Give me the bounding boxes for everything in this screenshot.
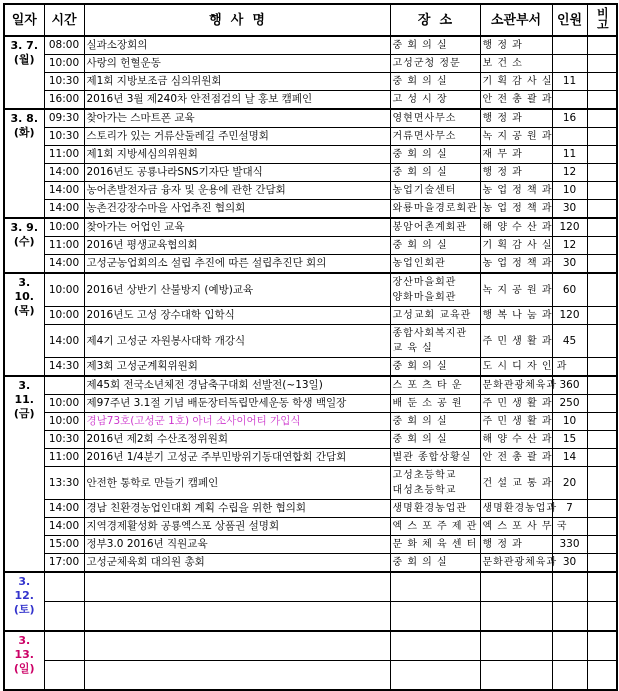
people-cell — [552, 572, 587, 602]
note-cell — [587, 55, 617, 73]
weekday-label: (목) — [13, 304, 35, 317]
note-cell — [587, 146, 617, 164]
event-cell: 2016년 1/4분기 고성군 주부민방위기동대연합회 간담회 — [84, 449, 390, 467]
table-row — [4, 307, 617, 325]
event-cell — [84, 631, 390, 661]
event-cell: 2016년 평생교육협의회 — [84, 237, 390, 255]
table-row — [4, 536, 617, 554]
time-cell: 08:00 — [44, 36, 84, 55]
dept-cell: 해 양 수 산 과 — [480, 431, 552, 449]
event-cell: 고성군체육회 대의원 총회 — [84, 554, 390, 573]
people-cell: 11 — [552, 146, 587, 164]
header-place: 장 소 — [390, 4, 480, 36]
place-cell — [390, 661, 480, 691]
note-cell — [587, 218, 617, 237]
note-cell — [587, 572, 617, 602]
time-cell: 14:00 — [44, 518, 84, 536]
event-cell: 고성군농업회의소 설립 추진에 따른 설립추진단 회의 — [84, 255, 390, 274]
note-cell — [587, 449, 617, 467]
time-cell: 10:00 — [44, 413, 84, 431]
people-cell: 10 — [552, 182, 587, 200]
time-cell — [44, 631, 84, 661]
note-cell — [587, 91, 617, 110]
event-cell: 찾아가는 스마트폰 교육 — [84, 109, 390, 128]
table-row — [4, 376, 617, 395]
table-row — [4, 55, 617, 73]
date-cell — [4, 218, 44, 273]
place-cell: 엑 스 포 주 제 관 — [390, 518, 480, 536]
dept-cell: 주 민 생 활 과 — [480, 395, 552, 413]
place-cell: 중 회 의 실 — [390, 237, 480, 255]
header-people: 인원 — [552, 4, 587, 36]
header-event: 행 사 명 — [84, 4, 390, 36]
weekday-label: (수) — [13, 235, 35, 248]
weekday-label: (금) — [13, 407, 35, 420]
place-cell — [390, 325, 480, 358]
dept-cell: 기 획 감 사 실 — [480, 73, 552, 91]
place-cell: 봉암어촌계회관 — [390, 218, 480, 237]
note-cell — [587, 128, 617, 146]
time-cell: 17:00 — [44, 554, 84, 573]
time-cell: 11:00 — [44, 146, 84, 164]
dept-cell: 해 양 수 산 과 — [480, 218, 552, 237]
time-cell: 14:00 — [44, 164, 84, 182]
event-cell: 제97주년 3.1절 기념 배둔장터독립만세운동 학생 백일장 — [84, 395, 390, 413]
people-cell — [552, 661, 587, 691]
event-cell — [84, 661, 390, 691]
dept-cell: 문화관광체육과 — [480, 554, 552, 573]
note-cell — [587, 73, 617, 91]
time-cell: 14:00 — [44, 325, 84, 358]
table-row — [4, 73, 617, 91]
place-cell: 별관 종합상황실 — [390, 449, 480, 467]
table-row — [4, 554, 617, 573]
event-cell: 2016년도 고성 장수대학 입학식 — [84, 307, 390, 325]
note-cell — [587, 518, 617, 536]
date-label: 3. 9. — [10, 221, 38, 234]
dept-cell: 행 정 과 — [480, 36, 552, 55]
dept-cell: 재 무 과 — [480, 146, 552, 164]
place-cell — [390, 467, 480, 500]
people-cell — [552, 128, 587, 146]
date-cell — [4, 109, 44, 218]
note-cell — [587, 36, 617, 55]
event-cell: 제1회 지방세심의위원회 — [84, 146, 390, 164]
people-cell: 250 — [552, 395, 587, 413]
place-cell: 거류면사무소 — [390, 128, 480, 146]
event-cell: 제1회 지방보조금 심의위원회 — [84, 73, 390, 91]
place-cell: 중 회 의 실 — [390, 431, 480, 449]
event-cell: 정부3.0 2016년 직원교육 — [84, 536, 390, 554]
note-cell — [587, 631, 617, 661]
dept-cell — [480, 661, 552, 691]
table-row — [4, 218, 617, 237]
people-cell: 360 — [552, 376, 587, 395]
date-label: 3. 8. — [10, 112, 38, 125]
note-cell — [587, 325, 617, 358]
weekday-label: (월) — [13, 53, 35, 66]
date-cell — [4, 273, 44, 376]
place-cell: 생명환경농업관 — [390, 500, 480, 518]
dept-cell: 안 전 총 괄 과 — [480, 91, 552, 110]
place-cell — [390, 273, 480, 307]
place-line-2: 양화마을회관 — [392, 292, 457, 303]
table-row — [4, 255, 617, 274]
event-cell — [84, 602, 390, 632]
time-cell: 13:30 — [44, 467, 84, 500]
people-cell — [552, 602, 587, 632]
time-cell: 10:30 — [44, 73, 84, 91]
note-cell — [587, 500, 617, 518]
event-cell: 안전한 통학로 만들기 캠페인 — [84, 467, 390, 500]
dept-cell: 행 정 과 — [480, 109, 552, 128]
place-cell: 고 성 시 장 — [390, 91, 480, 110]
place-cell — [390, 602, 480, 632]
place-cell: 중 회 의 실 — [390, 358, 480, 377]
dept-cell: 기 획 감 사 실 — [480, 237, 552, 255]
note-cell — [587, 273, 617, 307]
people-cell: 10 — [552, 413, 587, 431]
dept-cell — [480, 631, 552, 661]
table-row — [4, 467, 617, 500]
people-cell: 30 — [552, 200, 587, 219]
place-cell: 문 화 체 육 센 터 — [390, 536, 480, 554]
schedule-table — [3, 3, 618, 691]
dept-cell: 농 업 정 책 과 — [480, 200, 552, 219]
dept-cell — [480, 572, 552, 602]
table-row — [4, 518, 617, 536]
time-cell: 10:00 — [44, 307, 84, 325]
people-cell: 14 — [552, 449, 587, 467]
people-cell — [552, 91, 587, 110]
people-cell: 30 — [552, 255, 587, 274]
table-row — [4, 200, 617, 219]
time-cell: 10:00 — [44, 218, 84, 237]
table-row — [4, 91, 617, 110]
place-cell: 농업기술센터 — [390, 182, 480, 200]
place-cell: 고성교회 교육관 — [390, 307, 480, 325]
event-cell: 제3회 고성군계획위원회 — [84, 358, 390, 377]
place-cell: 중 회 의 실 — [390, 36, 480, 55]
date-label: 3. 11. — [14, 379, 34, 406]
table-row — [4, 325, 617, 358]
date-cell — [4, 631, 44, 690]
event-cell: 실과소장회의 — [84, 36, 390, 55]
table-row — [4, 395, 617, 413]
date-label: 3. 10. — [14, 276, 34, 303]
weekday-label: (토) — [13, 603, 35, 616]
table-row — [4, 358, 617, 377]
people-cell: 16 — [552, 109, 587, 128]
note-cell — [587, 164, 617, 182]
dept-cell: 행 정 과 — [480, 536, 552, 554]
note-cell — [587, 661, 617, 691]
dept-cell: 문화관광체육과 — [480, 376, 552, 395]
table-row — [4, 273, 617, 307]
dept-cell: 농 업 정 책 과 — [480, 182, 552, 200]
place-cell: 중 회 의 실 — [390, 146, 480, 164]
note-cell — [587, 237, 617, 255]
event-cell: 2016년 상반기 산불방지 (예방)교육 — [84, 273, 390, 307]
time-cell: 10:00 — [44, 55, 84, 73]
event-cell: 제45회 전국소년체전 경남축구대회 선발전(~13일) — [84, 376, 390, 395]
table-row — [4, 36, 617, 55]
place-line-1: 고성초등학교 — [392, 470, 457, 481]
date-cell — [4, 376, 44, 572]
place-cell: 중 회 의 실 — [390, 554, 480, 573]
dept-cell: 농 업 정 책 과 — [480, 255, 552, 274]
place-line-2: 교 육 실 — [392, 343, 433, 354]
people-cell: 15 — [552, 431, 587, 449]
people-cell — [552, 631, 587, 661]
time-cell: 14:00 — [44, 500, 84, 518]
people-cell: 120 — [552, 218, 587, 237]
time-cell: 15:00 — [44, 536, 84, 554]
people-cell — [552, 36, 587, 55]
time-cell — [44, 376, 84, 395]
date-cell — [4, 36, 44, 109]
weekday-label: (화) — [13, 126, 35, 139]
empty-row — [4, 602, 617, 632]
schedule-sheet — [3, 3, 616, 675]
note-cell — [587, 554, 617, 573]
time-cell: 14:00 — [44, 255, 84, 274]
dept-cell: 안 전 총 괄 과 — [480, 449, 552, 467]
table-row — [4, 146, 617, 164]
place-cell: 와룡마을경로회관 — [390, 200, 480, 219]
time-cell: 10:30 — [44, 431, 84, 449]
event-cell: 농촌건강장수마을 사업추진 협의회 — [84, 200, 390, 219]
note-cell — [587, 255, 617, 274]
weekday-label: (일) — [13, 662, 35, 675]
dept-cell: 도 시 디 자 인 과 — [480, 358, 552, 377]
event-cell: 지역경제활성화 공룡엑스포 상품권 설명회 — [84, 518, 390, 536]
place-cell: 고성군청 정문 — [390, 55, 480, 73]
people-cell: 30 — [552, 554, 587, 573]
dept-cell: 건 설 교 통 과 — [480, 467, 552, 500]
table-row — [4, 182, 617, 200]
note-cell — [587, 358, 617, 377]
people-cell — [552, 55, 587, 73]
table-row — [4, 164, 617, 182]
place-line-2: 대성초등학교 — [392, 485, 457, 496]
time-cell: 09:30 — [44, 109, 84, 128]
empty-row — [4, 572, 617, 602]
event-cell: 제4기 고성군 자원봉사대학 개강식 — [84, 325, 390, 358]
dept-cell: 녹 지 공 원 과 — [480, 128, 552, 146]
event-cell: 2016년 제2회 수산조정위원회 — [84, 431, 390, 449]
table-row — [4, 128, 617, 146]
date-label: 3. 12. — [14, 575, 34, 602]
place-cell: 중 회 의 실 — [390, 73, 480, 91]
header-time: 시간 — [44, 4, 84, 36]
note-cell — [587, 536, 617, 554]
date-label: 3. 13. — [14, 634, 34, 661]
header-date: 일자 — [4, 4, 44, 36]
dept-cell: 주 민 생 활 과 — [480, 413, 552, 431]
people-cell: 20 — [552, 467, 587, 500]
header-note: 비고 — [587, 4, 617, 36]
time-cell: 10:00 — [44, 395, 84, 413]
header-dept: 소관부서 — [480, 4, 552, 36]
note-cell — [587, 395, 617, 413]
note-cell — [587, 376, 617, 395]
event-cell: 사랑의 헌혈운동 — [84, 55, 390, 73]
time-cell — [44, 661, 84, 691]
time-cell: 14:00 — [44, 200, 84, 219]
dept-cell: 보 건 소 — [480, 55, 552, 73]
event-cell: 2016년 3월 제240차 안전점검의 날 홍보 캠페인 — [84, 91, 390, 110]
event-cell: 2016년도 공룡나라SNS기자단 발대식 — [84, 164, 390, 182]
event-cell: 경남73호(고성군 1호) 아너 소사이어티 가입식 — [84, 413, 390, 431]
note-cell — [587, 413, 617, 431]
time-cell: 14:00 — [44, 182, 84, 200]
people-cell: 12 — [552, 164, 587, 182]
people-cell: 11 — [552, 73, 587, 91]
event-cell: 찾아가는 어업인 교육 — [84, 218, 390, 237]
people-cell: 45 — [552, 325, 587, 358]
people-cell: 12 — [552, 237, 587, 255]
place-cell — [390, 572, 480, 602]
table-row — [4, 431, 617, 449]
note-cell — [587, 109, 617, 128]
dept-cell — [480, 602, 552, 632]
table-row — [4, 109, 617, 128]
time-cell: 11:00 — [44, 449, 84, 467]
time-cell — [44, 572, 84, 602]
note-cell — [587, 182, 617, 200]
place-line-1: 종합사회복지관 — [392, 328, 468, 339]
table-row — [4, 500, 617, 518]
time-cell: 14:30 — [44, 358, 84, 377]
dept-cell: 행 정 과 — [480, 164, 552, 182]
people-cell: 7 — [552, 500, 587, 518]
place-cell: 중 회 의 실 — [390, 413, 480, 431]
time-cell: 10:00 — [44, 273, 84, 307]
dept-cell: 행 복 나 눔 과 — [480, 307, 552, 325]
table-row — [4, 237, 617, 255]
dept-cell: 생명환경농업과 — [480, 500, 552, 518]
note-cell — [587, 602, 617, 632]
date-label: 3. 7. — [10, 39, 38, 52]
dept-cell: 주 민 생 활 과 — [480, 325, 552, 358]
people-cell: 60 — [552, 273, 587, 307]
time-cell: 11:00 — [44, 237, 84, 255]
header-row — [4, 4, 617, 36]
event-cell: 경남 친환경농업인대회 계획 수립을 위한 협의회 — [84, 500, 390, 518]
place-cell: 스 포 츠 타 운 — [390, 376, 480, 395]
table-row — [4, 413, 617, 431]
people-cell: 330 — [552, 536, 587, 554]
event-cell: 스토리가 있는 거류산둘레길 주민설명회 — [84, 128, 390, 146]
place-cell: 배 둔 소 공 원 — [390, 395, 480, 413]
note-cell — [587, 200, 617, 219]
empty-row — [4, 661, 617, 691]
place-cell: 중 회 의 실 — [390, 164, 480, 182]
people-cell: 120 — [552, 307, 587, 325]
dept-cell: 녹 지 공 원 과 — [480, 273, 552, 307]
place-cell: 농업인회관 — [390, 255, 480, 274]
time-cell — [44, 602, 84, 632]
note-cell — [587, 431, 617, 449]
time-cell: 16:00 — [44, 91, 84, 110]
date-cell — [4, 572, 44, 631]
place-cell: 영현면사무소 — [390, 109, 480, 128]
note-cell — [587, 307, 617, 325]
event-cell: 농어촌발전자금 융자 및 운용에 관한 간담회 — [84, 182, 390, 200]
dept-cell: 엑 스 포 사 무 국 — [480, 518, 552, 536]
place-line-1: 장산마을회관 — [392, 277, 457, 288]
event-cell — [84, 572, 390, 602]
place-cell — [390, 631, 480, 661]
empty-row — [4, 631, 617, 661]
table-row — [4, 449, 617, 467]
time-cell: 10:30 — [44, 128, 84, 146]
schedule-body — [4, 36, 617, 690]
note-cell — [587, 467, 617, 500]
